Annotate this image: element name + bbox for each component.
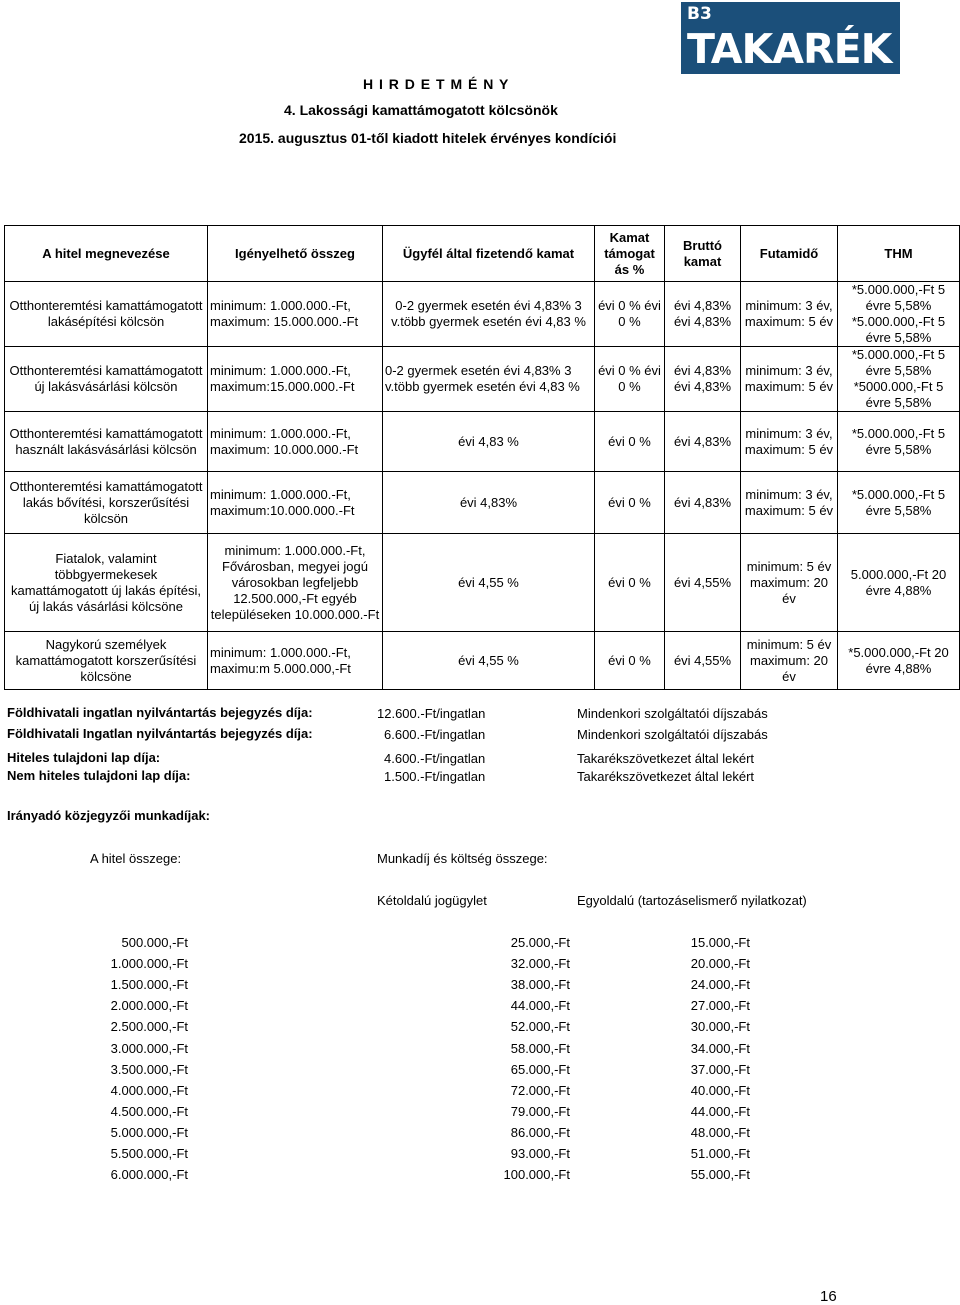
fee-label: Földhivatali Ingatlan nyilvántartás bejegyzés díja: (7, 726, 313, 741)
loan-gross: évi 4,55% (665, 534, 741, 632)
loan-thm: 5.000.000,-Ft 20 évre 4,88% (838, 534, 960, 632)
notary-bilateral-fee: 44.000,-Ft (510, 998, 570, 1014)
col-header-support: Kamat támogat ás % (595, 226, 665, 282)
fee-note: Takarékszövetkezet által lekért (577, 769, 755, 784)
loan-support: évi 0 % (595, 534, 665, 632)
col-header-amount: Igényelhető összeg (208, 226, 383, 282)
loan-support: évi 0 % évi 0 % (595, 282, 665, 347)
loan-term: minimum: 3 év, maximum: 5 év (741, 282, 838, 347)
notary-col-amount: A hitel összege: (90, 851, 182, 866)
notary-bilateral-fee: 25.000,-Ft (510, 935, 570, 950)
notary-bilateral-fee: 32.000,-Ft (510, 956, 570, 972)
fee-value: 12.600.-Ft/ingatlan (377, 706, 486, 721)
notary-bilateral-fee: 100.000,-Ft (503, 1167, 570, 1183)
loan-amount: minimum: 1.000.000.-Ft, maximum:10.000.000.-Ft (208, 472, 383, 534)
table-row (5, 534, 960, 632)
loan-conditions-table (4, 225, 960, 690)
loan-name: Nagykorú személyek kamattámogatott korszerűsítési kölcsöne (5, 632, 208, 690)
logo-name: TAKARÉK (687, 25, 892, 73)
loan-thm: *5.000.000,-Ft 20 évre 4,88% (838, 632, 960, 690)
notary-bilateral-fee: 72.000,-Ft (510, 1082, 570, 1098)
loan-thm: *5.000.000,-Ft 5 évre 5,58% *5.000.000,-Ft 5 évre 5,58% (838, 282, 960, 347)
loan-support: évi 0 % (595, 412, 665, 472)
table-header-row (5, 226, 960, 282)
table-row (5, 282, 960, 347)
notary-bilateral-fee: 58.000,-Ft (510, 1040, 570, 1056)
loan-term: minimum: 3 év, maximum: 5 év (741, 472, 838, 534)
notary-unilateral-fee: 51.000,-Ft (690, 1146, 750, 1161)
loan-gross: évi 4,83% (665, 412, 741, 472)
notary-col-unilateral: Egyoldalú (tartozáselismerő nyilatkozat) (577, 893, 807, 908)
notary-unilateral-fee: 27.000,-Ft (690, 998, 750, 1014)
notary-col-bilateral: Kétoldalú jogügylet (377, 893, 487, 908)
loan-gross: évi 4,83% évi 4,83% (665, 347, 741, 412)
fee-label: Hiteles tulajdoni lap díja: (7, 750, 161, 765)
table-row (5, 632, 960, 690)
loan-thm: *5.000.000,-Ft 5 évre 5,58% *5000.000,-Ft 5 évre 5,58% (838, 347, 960, 412)
loan-rate: évi 4,83% (383, 472, 595, 534)
fee-value: 6.600.-Ft/ingatlan (384, 727, 486, 742)
fee-label: Nem hiteles tulajdoni lap díja: (7, 768, 191, 783)
page-number: 16 (820, 1288, 837, 1305)
col-header-gross: Bruttó kamat (665, 226, 741, 282)
col-header-rate: Ügyfél által fizetendő kamat (383, 226, 595, 282)
notary-col-fee: Munkadíj és költség összege: (377, 851, 548, 866)
loan-amount: minimum: 1.000.000.-Ft, maximum: 15.000.000.-Ft (208, 282, 383, 347)
loan-term: minimum: 3 év, maximum: 5 év (741, 412, 838, 472)
notary-amount: 5.500.000,-Ft (110, 1146, 188, 1161)
loan-term: minimum: 3 év, maximum: 5 év (741, 347, 838, 412)
col-header-name: A hitel megnevezése (5, 226, 208, 282)
notary-unilateral-fee: 24.000,-Ft (690, 977, 750, 993)
notary-amount: 5.000.000,-Ft (110, 1124, 188, 1140)
col-header-term: Futamidő (741, 226, 838, 282)
notary-amount: 2.500.000,-Ft (110, 1019, 188, 1035)
fee-value: 1.500.-Ft/ingatlan (384, 769, 486, 784)
notary-bilateral-fee: 93.000,-Ft (510, 1146, 570, 1161)
loan-term: minimum: 5 év maximum: 20 év (741, 632, 838, 690)
document-title: H I R D E T M É N Y (363, 76, 510, 92)
notary-amount: 1.500.000,-Ft (110, 977, 188, 993)
notary-bilateral-fee: 65.000,-Ft (510, 1061, 570, 1077)
notary-title: Irányadó közjegyzői munkadíjak: (7, 808, 210, 823)
notary-bilateral-fee: 79.000,-Ft (510, 1103, 570, 1119)
notary-bilateral-fee: 52.000,-Ft (510, 1019, 570, 1035)
loan-rate: évi 4,55 % (383, 632, 595, 690)
loan-support: évi 0 % (595, 472, 665, 534)
table-row (5, 347, 960, 412)
loan-support: évi 0 % évi 0 % (595, 347, 665, 412)
loan-thm: *5.000.000,-Ft 5 évre 5,58% (838, 412, 960, 472)
notary-unilateral-fee: 20.000,-Ft (690, 956, 750, 972)
loan-rate: 0-2 gyermek esetén évi 4,83% 3 v.több gyermek esetén évi 4,83 % (383, 347, 595, 412)
fee-label: Földhivatali ingatlan nyilvántartás bejegyzés díja: (7, 705, 313, 720)
logo-b3: B3 (687, 4, 712, 24)
loan-gross: évi 4,55% (665, 632, 741, 690)
loan-rate: évi 4,83 % (383, 412, 595, 472)
notary-amount: 500.000,-Ft (121, 935, 188, 950)
notary-unilateral-fee: 37.000,-Ft (690, 1061, 750, 1077)
loan-rate: 0-2 gyermek esetén évi 4,83% 3 v.több gyermek esetén évi 4,83 % (383, 282, 595, 347)
loan-name: Otthonteremtési kamattámogatott lakás bővítési, korszerűsítési kölcsön (5, 472, 208, 534)
fee-note: Mindenkori szolgáltatói díjszabás (577, 706, 768, 721)
loan-amount: minimum: 1.000.000.-Ft, maximum: 10.000.000.-Ft (208, 412, 383, 472)
notary-unilateral-fee: 40.000,-Ft (690, 1082, 750, 1098)
notary-unilateral-fee: 48.000,-Ft (690, 1124, 750, 1140)
notary-bilateral-fee: 86.000,-Ft (510, 1124, 570, 1140)
loan-rate: évi 4,55 % (383, 534, 595, 632)
fee-note: Mindenkori szolgáltatói díjszabás (577, 727, 768, 742)
notary-unilateral-fee: 30.000,-Ft (690, 1019, 750, 1035)
notary-unilateral-fee: 55.000,-Ft (690, 1167, 750, 1183)
loan-amount: minimum: 1.000.000.-Ft, maximum:15.000.000.-Ft (208, 347, 383, 412)
table-row (5, 472, 960, 534)
loan-name: Fiatalok, valamint többgyermekesek kamattámogatott új lakás építési, új lakás vásárlási kölcsöne (5, 534, 208, 632)
col-header-thm: THM (838, 226, 960, 282)
loan-gross: évi 4,83% (665, 472, 741, 534)
notary-amount: 4.500.000,-Ft (110, 1103, 188, 1119)
notary-unilateral-fee: 34.000,-Ft (690, 1040, 750, 1056)
table-row (5, 412, 960, 472)
fee-value: 4.600.-Ft/ingatlan (384, 751, 486, 766)
document-subtitle: 2015. augusztus 01-től kiadott hitelek érvényes kondíciói (239, 130, 617, 146)
loan-amount: minimum: 1.000.000.-Ft, Fővárosban, megyei jogú városokban legfeljebb 12.500.000,-Ft egyéb településeken 10.000.000.-Ft (208, 534, 383, 632)
loan-amount: minimum: 1.000.000.-Ft, maximu:m 5.000.000,-Ft (208, 632, 383, 690)
loan-term: minimum: 5 év maximum: 20 év (741, 534, 838, 632)
notary-amount: 3.500.000,-Ft (110, 1061, 188, 1077)
loan-thm: *5.000.000,-Ft 5 évre 5,58% (838, 472, 960, 534)
notary-unilateral-fee: 44.000,-Ft (690, 1103, 750, 1119)
notary-amount: 4.000.000,-Ft (110, 1082, 188, 1098)
notary-amount: 2.000.000,-Ft (110, 998, 188, 1014)
loan-gross: évi 4,83% évi 4,83% (665, 282, 741, 347)
notary-unilateral-fee: 15.000,-Ft (690, 935, 750, 950)
loan-name: Otthonteremtési kamattámogatott lakásépítési kölcsön (5, 282, 208, 347)
loan-name: Otthonteremtési kamattámogatott használt lakásvásárlási kölcsön (5, 412, 208, 472)
notary-amount: 6.000.000,-Ft (110, 1167, 188, 1183)
notary-amount: 3.000.000,-Ft (110, 1040, 188, 1056)
notary-amount: 1.000.000,-Ft (110, 956, 188, 972)
takarek-logo (681, 2, 900, 74)
loan-name: Otthonteremtési kamattámogatott új lakásvásárlási kölcsön (5, 347, 208, 412)
notary-bilateral-fee: 38.000,-Ft (510, 977, 570, 993)
fee-note: Takarékszövetkezet által lekért (577, 751, 755, 766)
section-title: 4. Lakossági kamattámogatott kölcsönök (284, 102, 558, 118)
loan-support: évi 0 % (595, 632, 665, 690)
